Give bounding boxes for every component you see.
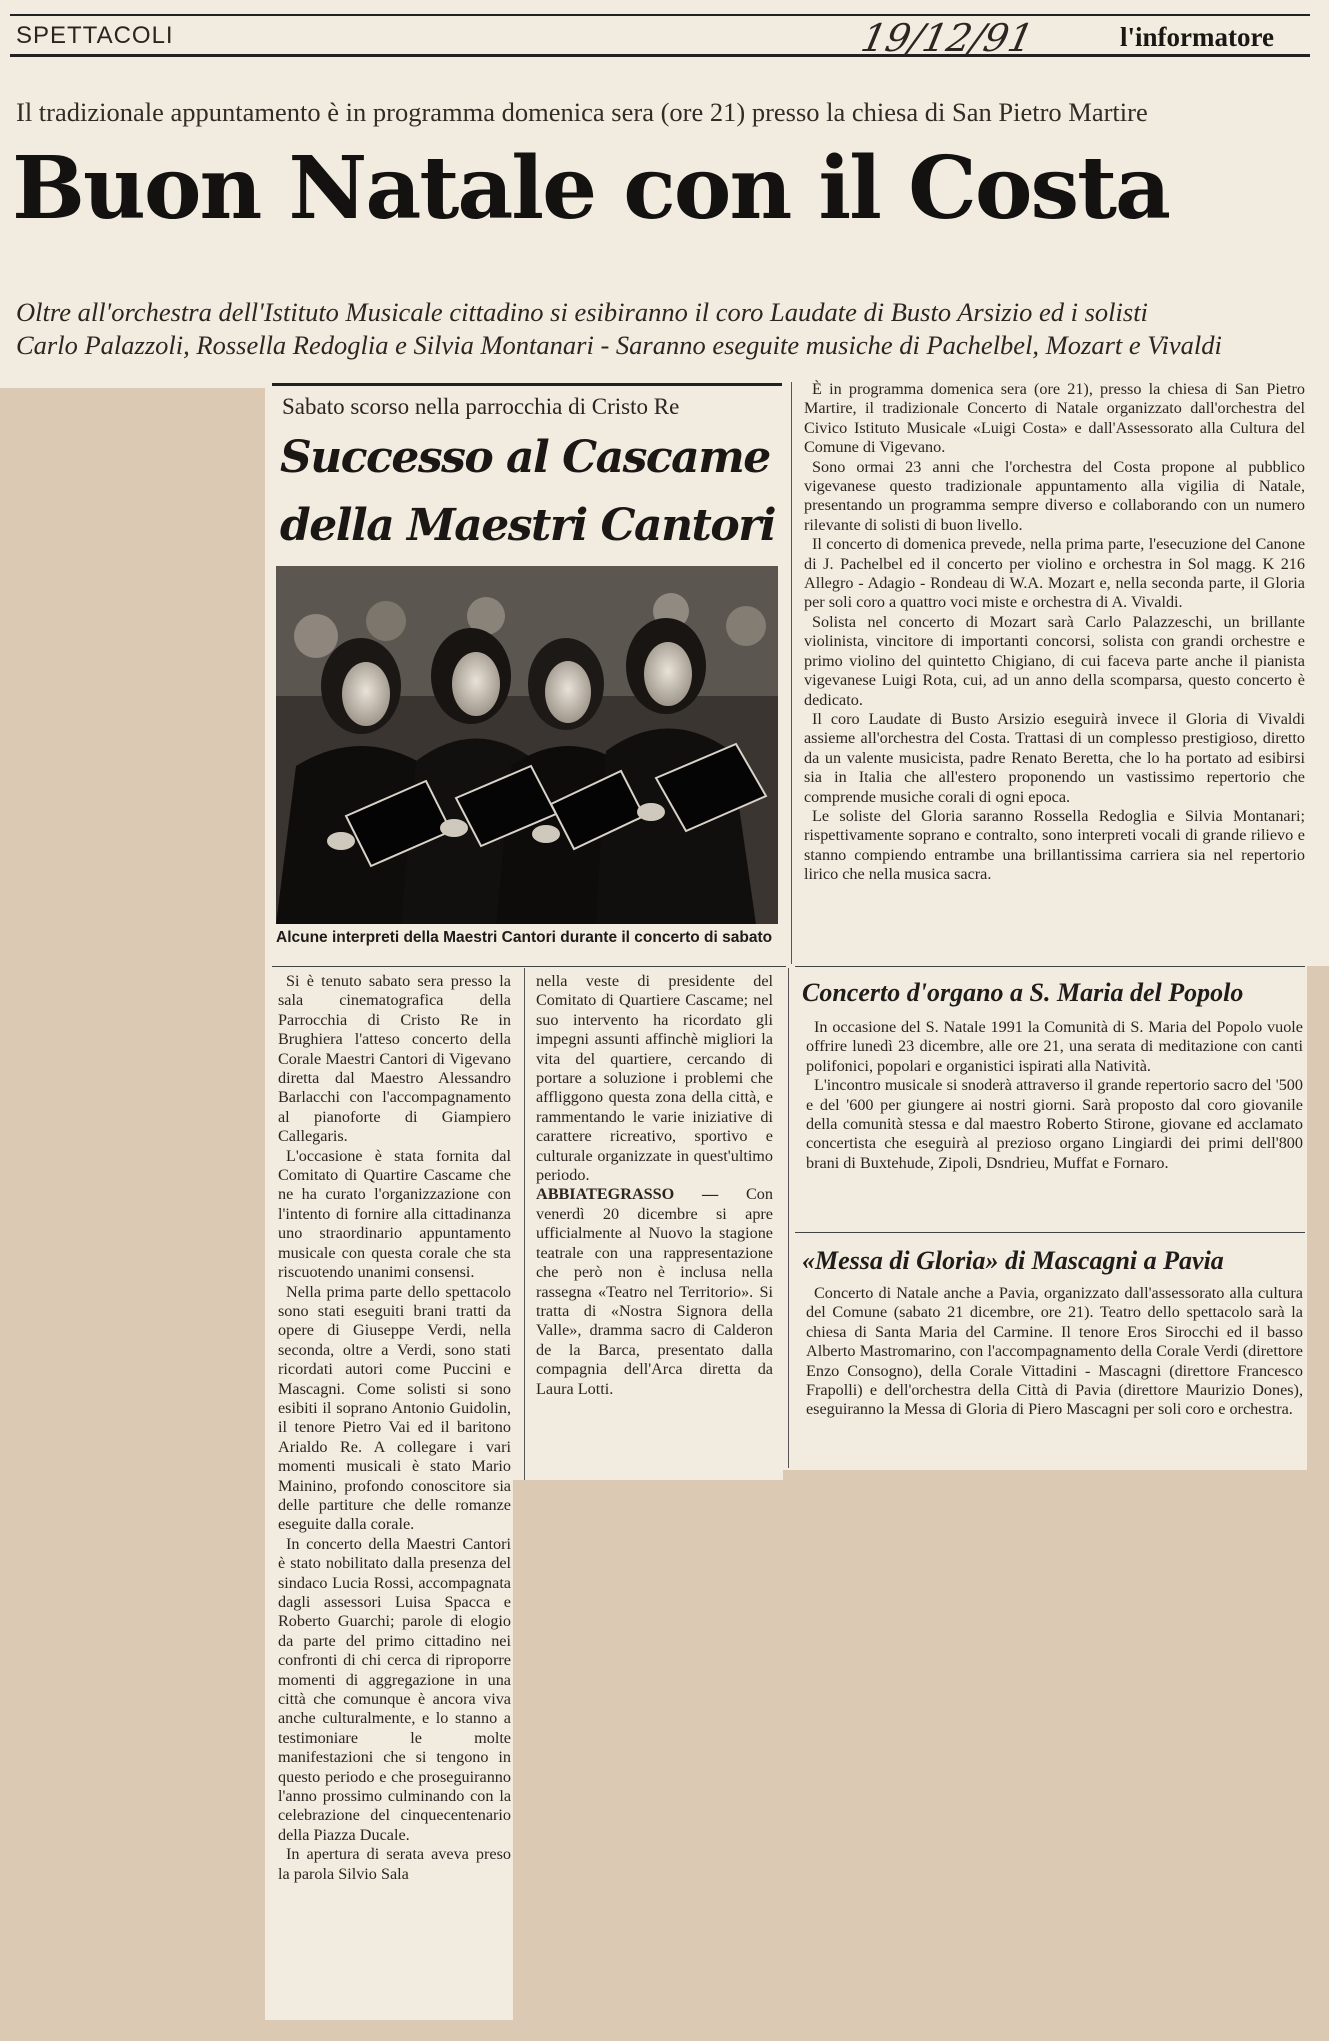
main-deck-line-1: Oltre all'orchestra dell'Istituto Musicale cittadino si esibiranno il coro Laudate di Busto Arsizio ed i solisti [16,297,1148,327]
messa-gloria-body [806,1284,1303,1466]
sub-article-center-column [536,972,773,1480]
sub-article-body-rule [272,966,786,967]
header-rule-bottom [10,54,1310,57]
sub-article-paragraph: Si è tenuto sabato sera presso la sala cinematografica della Parrocchia di Cristo Re in Brughiera l'atteso concerto della Corale Maestri Cantori di Vigevano diretta dal Maestro Alessandro Barlacchi con l'accompagnamento al pianoforte di Giampiero Callegaris. [278,972,511,1146]
sub-article-paragraph: In concerto della Maestri Cantori è stato nobilitato dalla presenza del sindaco Lucia Rossi, accompagnata dagli assessori Luisa Spacca e Roberto Guarchi; parole di elogio da parte del primo cittadino nei confronti di chi cerca di riproporre momenti di aggregazione in una città che comunque è ancora viva anche culturalmente, e lo stanno a testimoniare le molte manifestazioni che si tengono in questo periodo e che proseguiranno l'anno prossimo culminando con la celebrazione del cinquecentenario della Piazza Ducale. [278,1534,511,1844]
header-rule-top [10,14,1310,16]
sub-article-left-column [278,972,511,2018]
column-rule [788,968,789,1468]
abbiategrasso-text: Con venerdì 20 dicembre si apre ufficialmente al Nuovo la stagione teatrale con una rappresentazione che però non è inclusa nella rassegna «Teatro nel Territorio». Si tratta di «Nostra Signora della Valle», dramma sacro di Calderon de la Barca, presentato dalla compagnia dell'Arca diretta da Laura Lotti. [536,1185,773,1398]
main-article-paragraph: È in programma domenica sera (ore 21), presso la chiesa di San Pietro Martire, il tradizionale Concerto di Natale organizzato dall'orchestra del Civico Istituto Musicale «Luigi Costa» e dall'Assessorato alla Cultura del Comune di Vigevano. [804,380,1305,457]
organ-concert-body [806,1018,1303,1226]
newspaper-masthead: l'informatore [1120,22,1274,52]
section-name: SPETTACOLI [16,22,174,49]
sub-article-headline-line-2: della Maestri Cantori [280,500,776,551]
column-rule [524,968,525,1480]
sub-article-kicker: Sabato scorso nella parrocchia di Cristo Re [282,394,680,419]
abbiategrasso-dateline: ABBIATEGRASSO — [536,1185,746,1204]
sub-article-paragraph: Nella prima parte dello spettacolo sono stati eseguiti brani tratti da opere di Giuseppe Verdi, nella seconda, oltre a Verdi, sono stati ricordati autori come Puccini e Mascagni. Come solisti si sono esibiti il soprano Antonio Guidolin, il tenore Pietro Vai ed il baritono Arialdo Re. A collegare i vari momenti musicali è stato Mario Mainino, profondo conoscitore sia delle partiture che delle romanze eseguite dalla corale. [278,1282,511,1534]
messa-gloria-title: «Messa di Gloria» di Mascagni a Pavia [802,1246,1224,1275]
organ-concert-paragraph: L'incontro musicale si snoderà attraverso il grande repertorio sacro del '500 e del '600 per giungere ai nostri giorni. Sarà proposto dal coro giovanile della comunità stessa e dal maestro Roberto Stirone, giovane ed acclamato concertista che eseguirà al prezioso organo Lingiardi dei primi dell'800 brani di Buxtehude, Zipoli, Dsndrieu, Muffat e Fornaro. [806,1076,1303,1172]
main-article-paragraph: Il concerto di domenica prevede, nella prima parte, l'esecuzione del Canone di J. Pachelbel ed il concerto per violino e orchestra in Sol magg. K 216 Allegro - Adagio - Rondeau di W.A. Mozart e, nella seconda parte, il Gloria per soli coro a quattro voci miste e orchestra di A. Vivaldi. [804,535,1305,612]
sub-article-headline-line-1: Successo al Cascame [280,432,770,483]
brief-divider [795,1232,1305,1233]
main-article-paragraph: Il coro Laudate di Busto Arsizio eseguirà invece il Gloria di Vivaldi assieme all'orchestra del Costa. Trattasi di un complesso prestigioso, diretto da un valente musicista, padre Renato Beretta, che lo ha portato ad esibirsi sia in Italia che all'estero proponendo un vastissimo repertorio che comprende musiche corali di ogni epoca. [804,709,1305,806]
messa-gloria-paragraph: Concerto di Natale anche a Pavia, organizzato dall'assessorato alla cultura del Comune (sabato 21 dicembre, ore 21). Teatro dello spettacolo sarà la chiesa di Santa Maria del Carmine. Il tenore Eros Sirocchi ed il basso Alberto Mastromarino, con l'accompagnamento della Corale Verdi (direttore Enzo Consogno), della Corale Vittadini - Mascagni (direttore Francesco Frapolli) e dell'orchestra della Città di Pavia (direttore Maurizio Dones), eseguiranno la Messa di Gloria di Piero Mascagni per soli coro e orchestra. [806,1284,1303,1419]
column-rule [791,382,792,964]
main-deck-line-2: Carlo Palazzoli, Rossella Redoglia e Silvia Montanari - Saranno eseguite musiche di Pachelbel, Mozart e Vivaldi [16,330,1222,360]
main-article-body [804,380,1305,964]
main-article-paragraph: Sono ormai 23 anni che l'orchestra del Costa propone al pubblico vigevanese questo tradizionale appuntamento alla vigilia di Natale, presentando un programma sempre diverso e collaborando con un numero rilevante di solisti di buon livello. [804,457,1305,534]
sub-article-paragraph: L'occasione è stata fornita dal Comitato di Quartire Cascame che ne ha curato l'organizzazione con l'intento di fornire alla cittadinanza uno straordinario appuntamento musicale con questa corale che sta riscuotendo unanimi consensi. [278,1146,511,1282]
sub-article-paragraph: nella veste di presidente del Comitato di Quartiere Cascame; nel suo intervento ha ricordato gli impegni assunti affinchè migliori la vita del quartiere, cercando di portare a soluzione i problemi che affliggono questa zona della città, e rammentando le varie iniziative di carattere ricreativo, sportivo e culturale organizzate in quest'ultimo periodo. [536,972,773,1185]
choir-photo [276,566,778,924]
organ-concert-title: Concerto d'organo a S. Maria del Popolo [802,978,1244,1007]
main-kicker: Il tradizionale appuntamento è in programma domenica sera (ore 21) presso la chiesa di San Pietro Martire [16,97,1148,127]
handwritten-date: 19/12/91 [857,16,1038,60]
brief-rule-top [795,966,1305,967]
organ-concert-paragraph: In occasione del S. Natale 1991 la Comunità di S. Maria del Popolo vuole offrire lunedì 23 dicembre, alle ore 21, una serata di meditazione con canti polifonici, popolari e organistici ispirati alla Natività. [806,1018,1303,1075]
photo-caption: Alcune interpreti della Maestri Cantori durante il concerto di sabato [276,929,773,946]
main-article-paragraph: Le soliste del Gloria saranno Rossella Redoglia e Silvia Montanari; rispettivamente soprano e contralto, sono interpreti vocali di grande rilievo e stanno compiendo entrambe una brillantissima carriera sia nel repertorio lirico che nella musica sacra. [804,806,1305,884]
main-article-paragraph: Solista nel concerto di Mozart sarà Carlo Palazzeschi, un brillante violinista, vincitore di importanti concorsi, solista con grandi orchestre e primo violino del quintetto Chigiano, di cui faceva parte anche il pianista vigevanese Luigi Rota, cui, ad un anno della scomparsa, questo concerto è dedicato. [804,612,1305,709]
sub-article-paragraph: In apertura di serata aveva preso la parola Silvio Sala [278,1845,511,1883]
sub-article-top-rule [272,383,782,386]
main-headline: Buon Natale con il Costa [12,138,1170,239]
